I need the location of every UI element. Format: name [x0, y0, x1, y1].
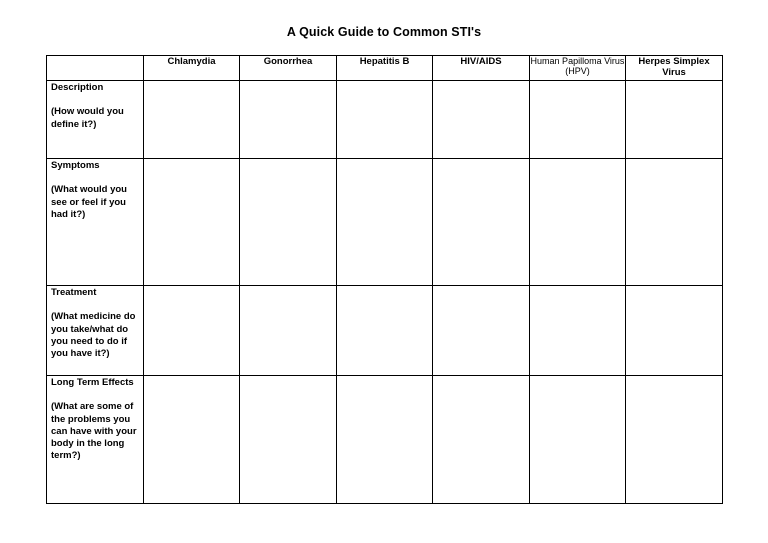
column-header-hepatitis-b: Hepatitis B: [337, 56, 433, 81]
answer-cell[interactable]: [626, 286, 723, 376]
row-label-cell: [47, 286, 144, 376]
answer-cell[interactable]: [240, 81, 337, 159]
row-label-cell: [47, 376, 144, 504]
row-label-cell: [47, 159, 144, 286]
answer-cell[interactable]: [433, 81, 530, 159]
answer-cell[interactable]: [337, 376, 433, 504]
table-row-long-term-effects: [47, 376, 723, 504]
answer-cell[interactable]: [530, 81, 626, 159]
answer-cell[interactable]: [144, 159, 240, 286]
answer-cell[interactable]: [240, 159, 337, 286]
answer-cell[interactable]: [337, 286, 433, 376]
column-header-chlamydia: Chlamydia: [144, 56, 240, 81]
answer-cell[interactable]: [240, 286, 337, 376]
answer-cell[interactable]: [626, 159, 723, 286]
row-prompt: (What are some of the problems you can have with your body in the long term?): [51, 401, 137, 462]
header-row: [47, 56, 723, 81]
answer-cell[interactable]: [144, 286, 240, 376]
answer-cell[interactable]: [433, 159, 530, 286]
row-label: Description: [51, 82, 104, 93]
column-header-empty: [47, 56, 144, 81]
answer-cell[interactable]: [433, 286, 530, 376]
row-prompt: (What medicine do you take/what do you need to do if you have it?): [51, 311, 136, 360]
answer-cell[interactable]: [433, 376, 530, 504]
page-title: A Quick Guide to Common STI's: [286, 25, 482, 39]
row-label: Symptoms: [51, 160, 100, 171]
answer-cell[interactable]: [337, 159, 433, 286]
answer-cell[interactable]: [626, 81, 723, 159]
row-label: Treatment: [51, 287, 97, 298]
answer-cell[interactable]: [626, 376, 723, 504]
answer-cell[interactable]: [144, 81, 240, 159]
table-row-description: [47, 81, 723, 159]
answer-cell[interactable]: [530, 376, 626, 504]
column-header-herpes: Herpes Simplex Virus: [626, 56, 723, 81]
row-prompt: (What would you see or feel if you had it?): [51, 184, 127, 220]
sti-guide-table: [46, 55, 723, 504]
answer-cell[interactable]: [530, 159, 626, 286]
column-header-gonorrhea: Gonorrhea: [240, 56, 337, 81]
answer-cell[interactable]: [144, 376, 240, 504]
column-header-hiv-aids: HIV/AIDS: [433, 56, 530, 81]
table-row-symptoms: [47, 159, 723, 286]
answer-cell[interactable]: [337, 81, 433, 159]
answer-cell[interactable]: [240, 376, 337, 504]
column-header-hpv: Human Papilloma Virus (HPV): [530, 56, 626, 81]
row-label: Long Term Effects: [51, 377, 134, 388]
table-row-treatment: [47, 286, 723, 376]
row-label-cell: [47, 81, 144, 159]
answer-cell[interactable]: [530, 286, 626, 376]
row-prompt: (How would you define it?): [51, 106, 124, 130]
